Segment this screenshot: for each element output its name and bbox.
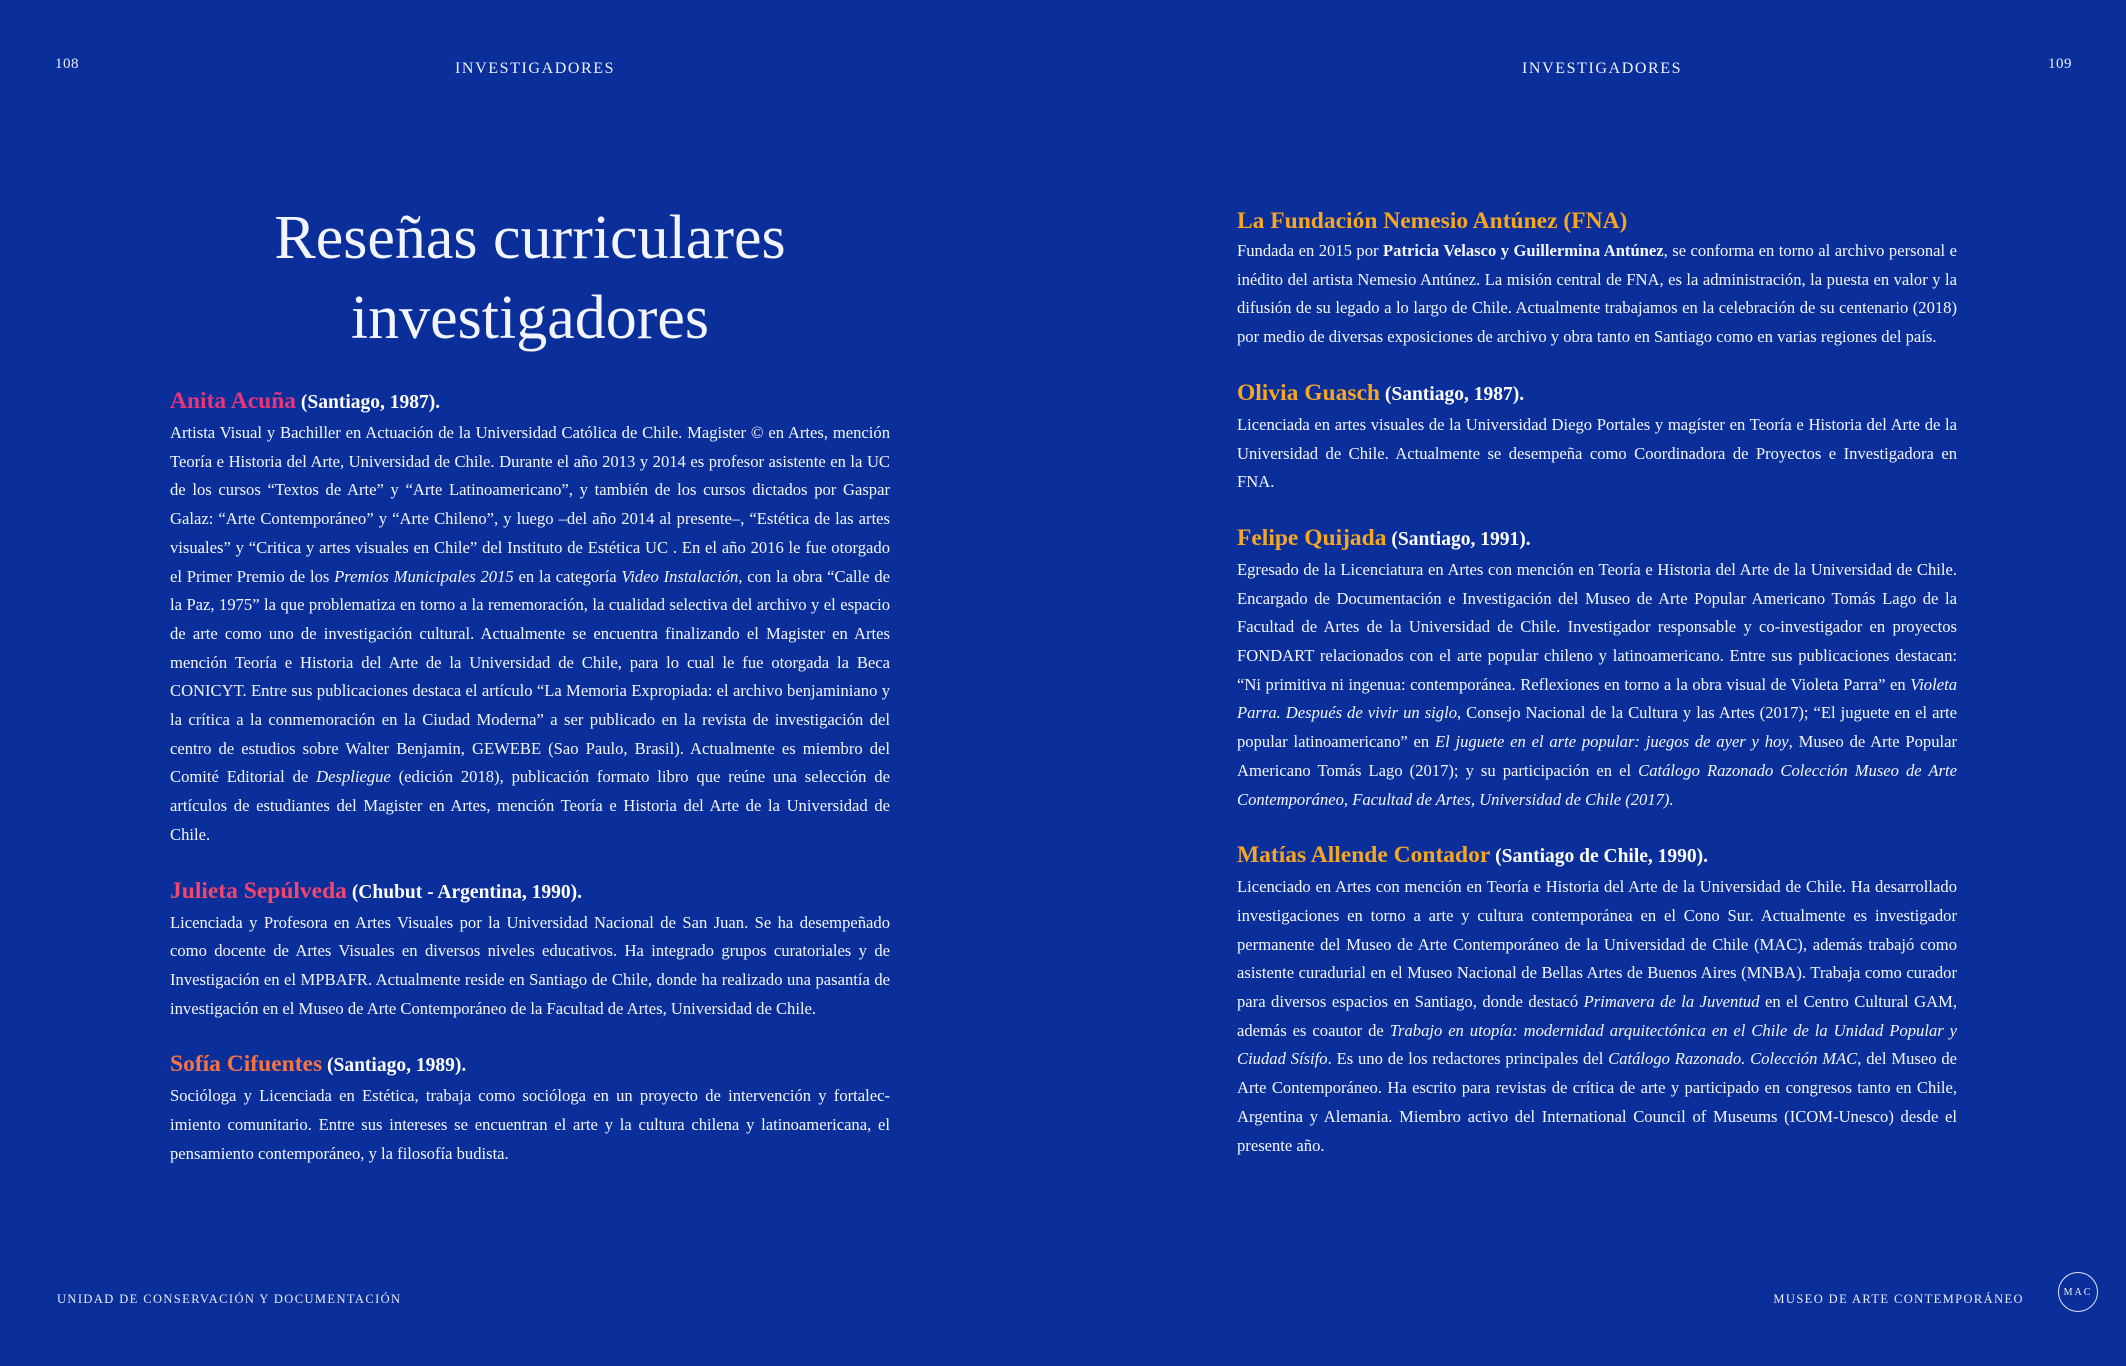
entry-body: Licenciado en Artes con mención en Teoría e Historia del Arte de la Universidad de Chile. Ha desarrollado investigaciones en torno a arte y cultura contemporánea en el Cono Sur. Actualmente es investigador permanente del Museo de Arte Contemporáneo de la Universidad de Chile (MAC), además trabajó como asistente curadurial en el Museo Nacional de Bellas Artes de Buenos Aires (MNBA). Trabaja como curador para diversos espacios en Santiago, donde destacó Primavera de la Juventud en el Centro Cultural GAM, además es coautor de Trabajo en utopía: modernidad arquitectónica en el Chile de la Unidad Popular y Ciudad Sísifo. Es uno de los redactores principales del Catálogo Razonado. Colección MAC, del Museo de Arte Contemporáneo. Ha escrito para revistas de crítica de arte y participado en congresos tanto en Chile, Argentina y Alemania. Miembro activo del International Council of Museums (ICOM-Unesco) desde el presente año. [1237, 877, 1958, 1155]
bio-entry [1237, 204, 1957, 352]
right-entries [1237, 204, 1957, 1184]
entry-name: Olivia Guasch [1237, 379, 1380, 406]
footer-right: MUSEO DE ARTE CONTEMPORÁNEO [1773, 1292, 2024, 1306]
entry-origin: (Santiago, 1989). [322, 1055, 467, 1077]
left-entries [170, 384, 890, 1192]
entry-origin: (Santiago, 1987). [296, 392, 441, 413]
page-title [170, 198, 890, 358]
running-head-right: INVESTIGADORES [1522, 60, 1683, 77]
entry-heading [1237, 376, 1957, 412]
entry-heading [170, 874, 890, 910]
entry-body: Artista Visual y Bachiller en Actuación de la Universidad Católica de Chile. Magister © en Artes, mención Teoría e Historia del Arte, Universidad de Chile. Durante el año 2013 y 2014 es profesor asistente en la UC de los cursos “Textos de Arte” y “Arte Latinoamericano”, y también de los cursos dictados por Gaspar Galaz: “Arte Contemporáneo” y “Arte Chileno”, y luego –del año 2014 al presente–, “Estética de las artes visuales” y “Critica y artes visuales en Chile” del Instituto de Estética UC . En el año 2016 le fue otorgado el Primer Premio de los Premios Municipales 2015 en la categoría Video Instalación, con la obra “Calle de la Paz, 1975” la que problematiza en torno a la rememoración, la cualidad selectiva del archivo y el espacio de arte como uno de investigación cultural. Actualmente se encuentra finalizando el Magister en Artes mención Teoría e Historia del Arte de la Universidad de Chile, para lo cual le fue otorgada la Beca CONICYT. Entre sus publicaciones destaca el artículo “La Memoria Expropiada: el archivo benjaminiano y la crítica a la conmemoración en la Ciudad Moderna” a ser publicado en la revista de investigación del centro de estudios sobre Walter Benjamin, GEWEBE (Sao Paulo, Brasil). Actualmente es miembro del Comité Editorial de Despliegue (edición 2018), publicación formato libro que reúne una selección de artículos de estudiantes del Magister en Artes, mención Teoría e Historia del Arte de la Universidad de Chile. [170, 423, 890, 844]
entry-name: Sofía Cifuentes [170, 1051, 323, 1078]
bio-entry [1237, 521, 1957, 814]
title-line-2: investigadores [350, 284, 710, 352]
mac-logo [2058, 1272, 2098, 1312]
entry-name: Felipe Quijada [1237, 524, 1387, 551]
running-head-left: INVESTIGADORES [455, 60, 616, 77]
entry-origin: (Santiago, 1991). [1386, 528, 1531, 550]
logo-text: MAC [2063, 1286, 2093, 1298]
footer-left: UNIDAD DE CONSERVACIÓN Y DOCUMENTACIÓN [57, 1292, 402, 1306]
bio-entry [1237, 838, 1957, 1160]
bio-entry [170, 874, 890, 1024]
entry-name: La Fundación Nemesio Antúnez (FNA) [1237, 208, 1628, 234]
entry-name: Matías Allende Contador [1237, 842, 1491, 869]
entry-origin: (Chubut - Argentina, 1990). [346, 881, 583, 903]
entry-name: Julieta Sepúlveda [170, 877, 347, 904]
bio-entry [170, 384, 890, 850]
bio-entry [170, 1047, 890, 1168]
page-number-right: 109 [2048, 56, 2072, 72]
title-line-1: Reseñas curriculares [274, 204, 786, 272]
entry-heading [1237, 204, 1957, 238]
entry-heading [170, 1047, 890, 1083]
entry-origin: (Santiago de Chile, 1990). [1490, 846, 1709, 868]
entry-origin: (Santiago, 1987). [1380, 383, 1525, 405]
entry-body: Egresado de la Licenciatura en Artes con mención en Teoría e Historia del Arte de la Universidad de Chile. Encargado de Documentación e Investigación del Museo de Arte Popular Americano Tomás Lago de la Facultad de Artes de la Universidad de Chile. Investigador responsable y co-investigador en proyectos FONDART relacionados con el arte popular chileno y latinoamericano. Entre sus publicaciones destacan: “Ni primitiva ni ingenua: contemporánea. Reflexiones en torno a la obra visual de Violeta Parra” en Violeta Parra. Después de vivir un siglo, Consejo Nacional de la Cultura y las Artes (2017); “El juguete en el arte popular latinoamericano” en El juguete en el arte popular: juegos de ayer y hoy, Museo de Arte Popular Americano Tomás Lago (2017); y su participación en el Catálogo Razonado Colección Museo de Arte Contemporáneo, Facultad de Artes, Universidad de Chile (2017). [1237, 559, 1958, 809]
entry-body: Fundada en 2015 por Patricia Velasco y Guillermina Antúnez, se conforma en torno al archivo personal e inédito del artista Nemesio Antúnez. La misión central de FNA, es la administración, la puesta en valor y la difusión de su legado a lo largo de Chile. Actualmente trabajamos en la celebración de su centenario (2018) por medio de diversas exposiciones de archivo y obra tanto en Santiago como en varias regiones del país. [1237, 241, 1957, 347]
page-number-left: 108 [55, 56, 79, 72]
bio-entry [1237, 376, 1957, 497]
entry-heading [170, 384, 890, 420]
entry-body: Socióloga y Licenciada en Estética, trabaja como socióloga en un proyecto de intervención y fortalecimiento comunitario. Entre sus intereses se encuentran el arte y la cultura chilena y latinoamericana, el pensamiento contemporáneo, y la filosofía budista. [170, 1086, 890, 1163]
entry-heading [1237, 838, 1957, 874]
entry-name: Anita Acuña [170, 388, 297, 414]
entry-body: Licenciada y Profesora en Artes Visuales por la Universidad Nacional de San Juan. Se ha desempeñado como docente de Artes Visuales en diversos niveles educativos. Ha integrado grupos curatoriales y de Investigación en el MPBAFR. Actualmente reside en Santiago de Chile, donde ha realizado una pasantía de investigación en el Museo de Arte Contemporáneo de la Facultad de Artes, Universidad de Chile. [170, 912, 890, 1018]
entry-body: Licenciada en artes visuales de la Universidad Diego Portales y magíster en Teoría e Historia del Arte de la Universidad de Chile. Actualmente se desempeña como Coordinadora de Proyectos e Investigadora en FNA. [1237, 414, 1957, 492]
entry-heading [1237, 521, 1957, 557]
